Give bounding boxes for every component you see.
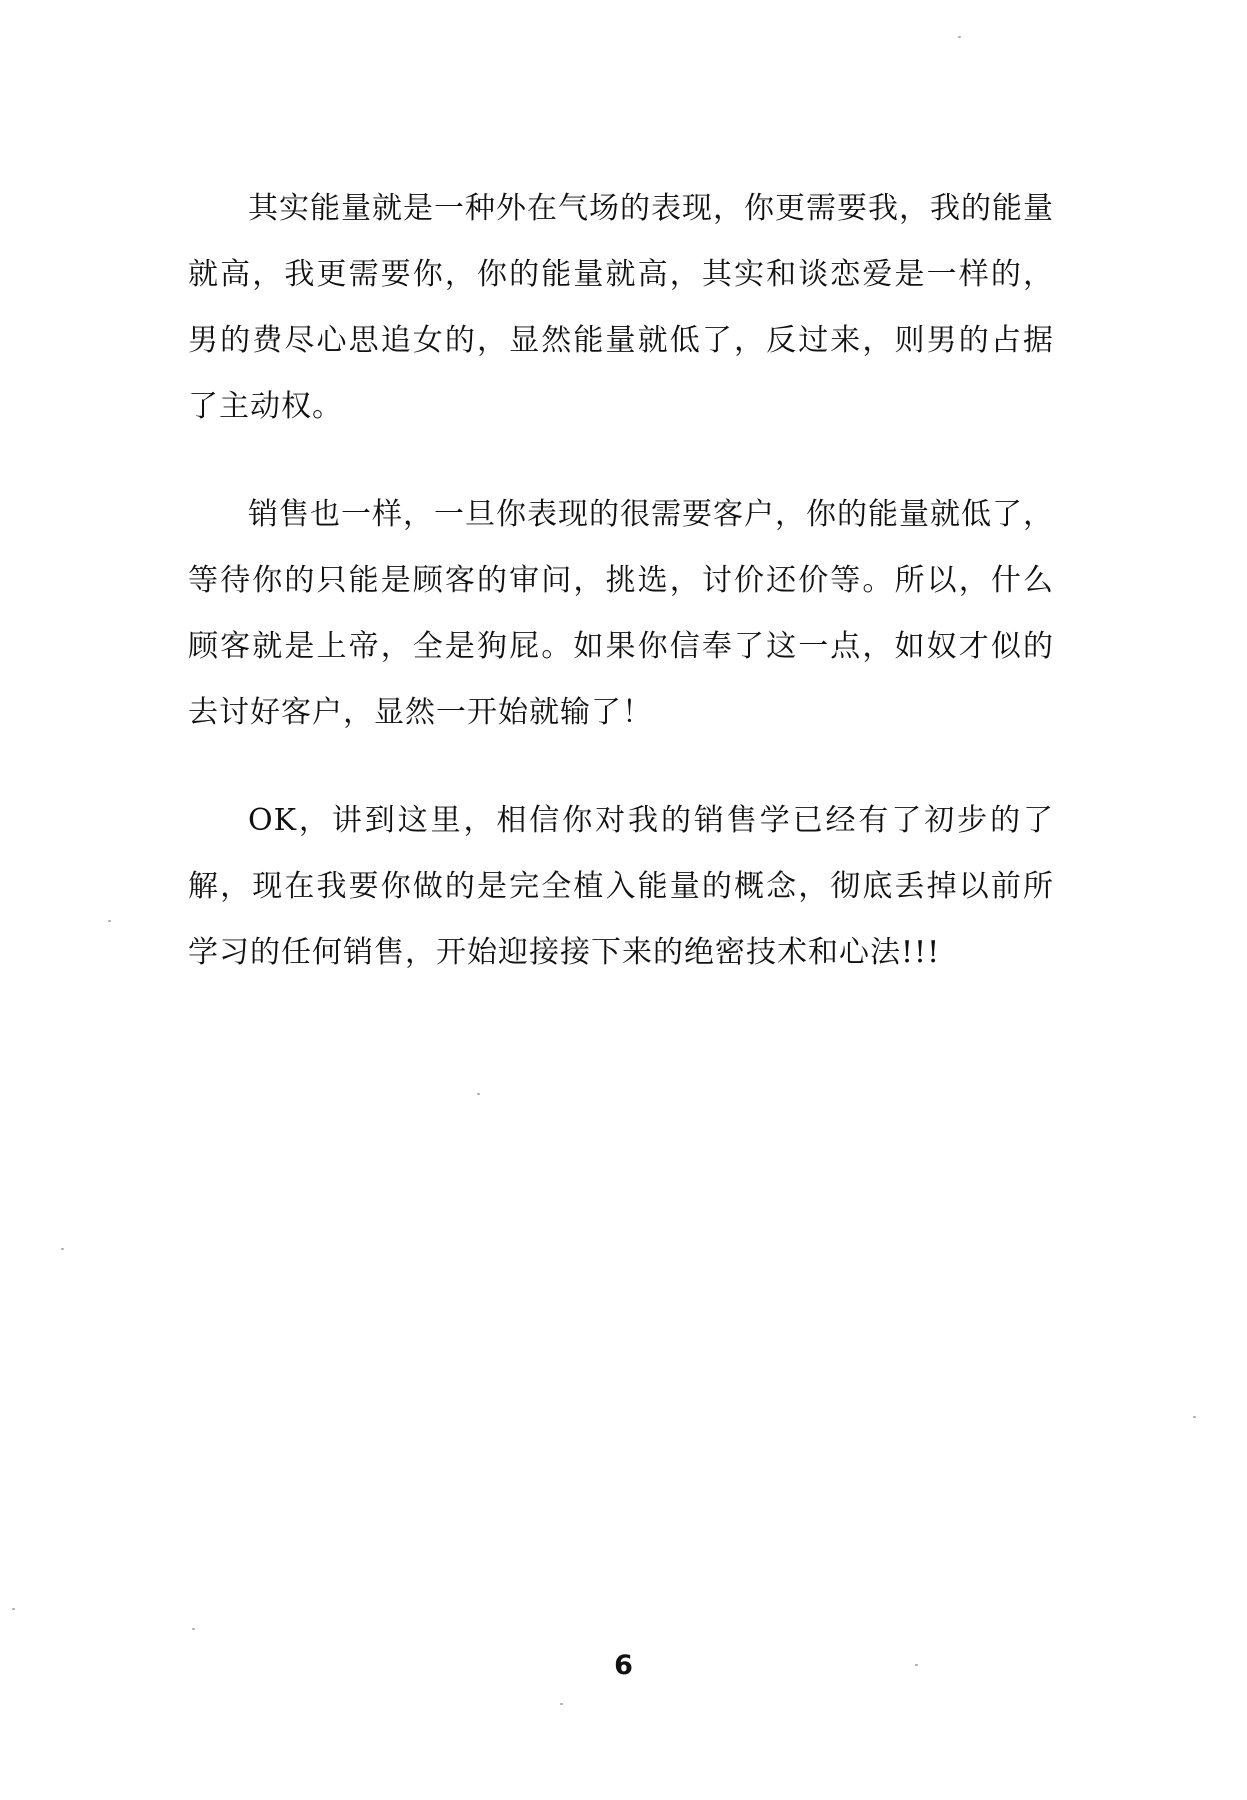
scan-speck xyxy=(915,1664,918,1666)
body-text xyxy=(188,176,1054,1028)
scan-speck xyxy=(958,36,961,38)
scan-speck xyxy=(61,1248,64,1250)
paragraph-1: 其实能量就是一种外在气场的表现，你更需要我，我的能量就高，我更需要你，你的能量就高，其实和谈恋爱是一样的，男的费尽心思追女的，显然能量就低了，反过来，则男的占据了主动权。 xyxy=(188,191,1054,424)
paragraph-3: OK，讲到这里，相信你对我的销售学已经有了初步的了解，现在我要你做的是完全植入能量的概念，彻底丢掉以前所学习的任何销售，开始迎接接下来的绝密技术和心法!!! xyxy=(188,803,1054,970)
scan-speck xyxy=(477,1093,480,1095)
paragraph-2: 销售也一样，一旦你表现的很需要客户，你的能量就低了，等待你的只能是顾客的审问，挑选，讨价还价等。所以，什么顾客就是上帝，全是狗屁。如果你信奉了这一点，如奴才似的去讨好客户，显然一开始就输了！ xyxy=(188,497,1054,730)
page-number: 6 xyxy=(614,1650,633,1681)
scan-speck xyxy=(192,1628,195,1630)
scan-speck xyxy=(560,1703,563,1705)
scan-speck xyxy=(12,1608,15,1610)
scan-speck xyxy=(1193,1416,1196,1418)
scan-speck xyxy=(108,920,111,922)
